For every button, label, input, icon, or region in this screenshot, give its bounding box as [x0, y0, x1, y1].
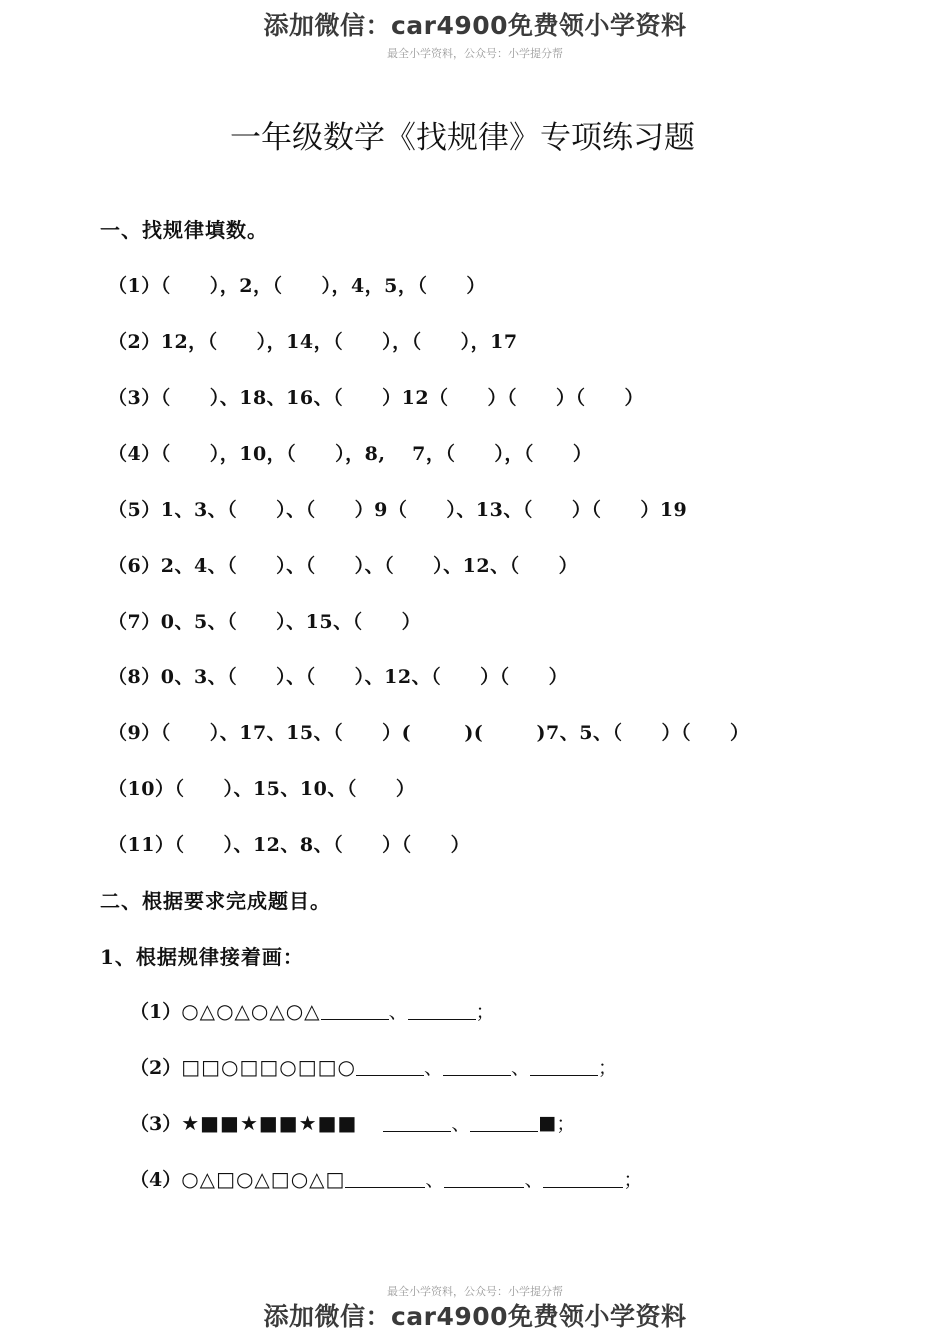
page-title: 一年级数学《找规律》专项练习题: [230, 120, 695, 156]
answer-blank[interactable]: [321, 1001, 389, 1020]
pattern-label: （2）: [130, 1057, 182, 1079]
pattern-shapes: ○△□○△□○△□: [181, 1166, 346, 1191]
pattern-label: （4）: [130, 1169, 182, 1191]
pattern-shapes: ○△○△○△○△: [181, 998, 321, 1023]
separator: 、: [510, 1057, 530, 1079]
pattern-shapes: □□○□□○□□○: [181, 1054, 356, 1079]
answer-blank[interactable]: [444, 1169, 524, 1188]
answer-blank[interactable]: [408, 1001, 476, 1020]
terminator: ；: [623, 1169, 643, 1191]
pattern-row-2: [130, 1053, 617, 1080]
answer-blank[interactable]: [383, 1113, 451, 1132]
question-1: （1）（ ），2，（ ），4，5，（ ）: [108, 275, 486, 297]
pattern-row-3: [130, 1109, 575, 1136]
section-1-heading: 一、找规律填数。: [100, 218, 268, 242]
question-8: （8）0、3、（ ）、（ ）、12、（ ）（ ）: [108, 666, 569, 688]
question-3: （3）（ ）、18、16、（ ）12（ ）（ ）（ ）: [108, 387, 645, 409]
pattern-label: （3）: [130, 1113, 182, 1135]
answer-blank[interactable]: [470, 1113, 538, 1132]
watermark-banner-top: 添加微信：car4900免费领小学资料: [263, 11, 687, 40]
section-2-heading: 二、根据要求完成题目。: [100, 889, 331, 913]
question-7: （7）0、5、（ ）、15、（ ）: [108, 611, 422, 633]
answer-blank[interactable]: [530, 1057, 598, 1076]
question-11: （11）（ ）、12、8、（ ）（ ）: [108, 834, 471, 856]
terminator: ；: [556, 1113, 576, 1135]
question-10: （10）（ ）、15、10、（ ）: [108, 778, 416, 800]
watermark-banner-bottom: 添加微信：car4900免费领小学资料: [263, 1302, 687, 1331]
answer-blank[interactable]: [543, 1169, 623, 1188]
pattern-label: （1）: [130, 1001, 182, 1023]
question-4: （4）（ ），10，（ ），8, 7，（ ），（ ）: [108, 443, 593, 465]
separator: 、: [451, 1113, 471, 1135]
terminator: ；: [598, 1057, 618, 1079]
separator: 、: [425, 1169, 445, 1191]
answer-blank[interactable]: [443, 1057, 511, 1076]
given-shape: ■: [538, 1111, 557, 1134]
separator: 、: [524, 1169, 544, 1191]
question-2: （2）12，（ ），14，（ ），（ ），17: [108, 331, 518, 353]
question-9: （9）（ ）、17、15、（ ）( )( )7、5、（ ）（ ）: [108, 722, 750, 744]
answer-blank[interactable]: [356, 1057, 424, 1076]
separator: 、: [423, 1057, 443, 1079]
pattern-row-1: [130, 997, 495, 1024]
pattern-shapes: ★■■★■■★■■: [181, 1110, 358, 1135]
separator: 、: [388, 1001, 408, 1023]
answer-blank[interactable]: [345, 1169, 425, 1188]
terminator: ；: [475, 1001, 495, 1023]
section-2-subheading: 1、根据规律接着画：: [100, 945, 304, 969]
question-5: （5）1、3、（ ）、（ ）9（ ）、13、（ ）（ ）19: [108, 499, 688, 521]
pattern-row-4: [130, 1165, 642, 1192]
faint-header-text: 最全小学资料，公众号：小学提分帮: [387, 47, 563, 60]
faint-footer-text: 最全小学资料，公众号：小学提分帮: [387, 1285, 563, 1298]
question-6: （6）2、4、（ ）、（ ）、（ ）、12、（ ）: [108, 555, 579, 577]
